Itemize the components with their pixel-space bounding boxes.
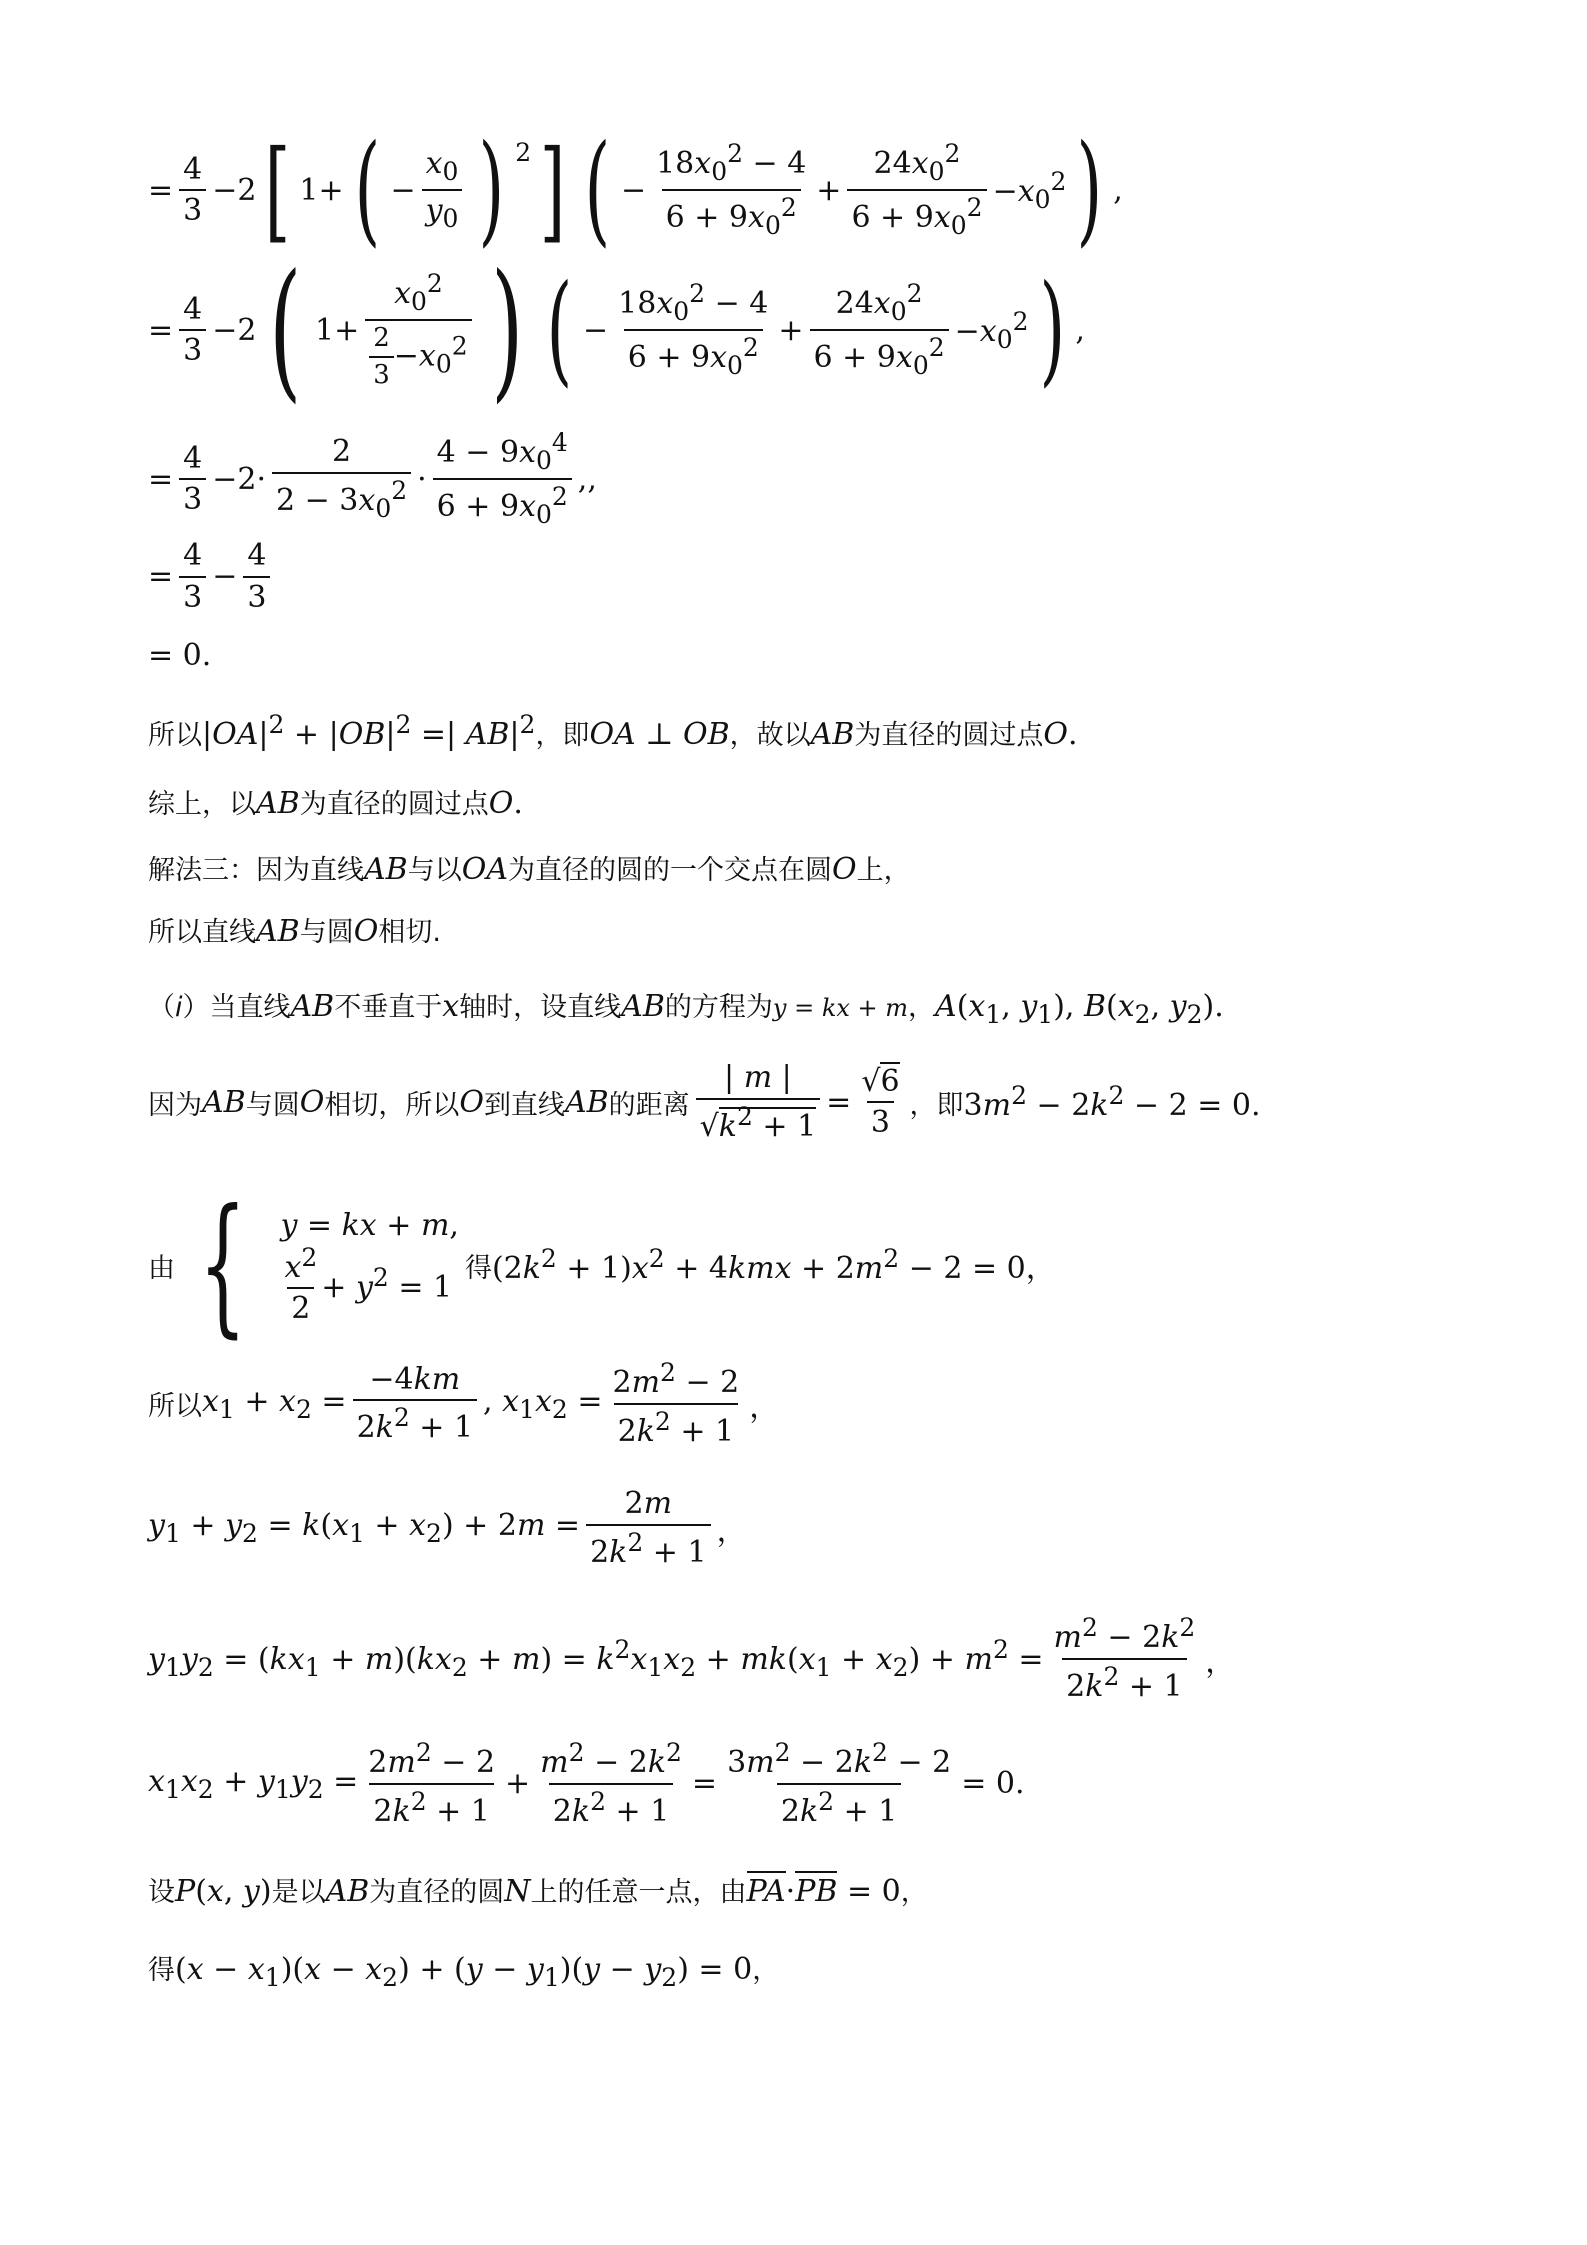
equation-line-4: = $\frac{4}{3}$ − $\frac{4}{3}$ — [148, 540, 276, 613]
equation-line-3: = $\frac{4}{3}$ −2· $\frac{2}{2 - 3x_0^2}$ · $\frac{4 - 9x_0^4}{6 + 9x_0^2}$ ,, — [148, 428, 597, 530]
equation-line-13: 所以 $x_1 + x_2$ = $\frac{-4km}{2k^2 + 1}$ , $x_1x_2$ = $\frac{2m^2 - 2}{2k^2 + 1}$ ， — [148, 1358, 780, 1449]
equation-line-2: = $\frac{4}{3}$ −2 ( 1+ $x_0^2$ $\frac{2}{3}$ $-x_0^2$ ) ( − $\frac{18x_0^2 - 4}{6 + 9x_0^2}$ + $\frac{24x_0^2}{6 + 9x_0^2}$ $-x_0^2$ ) , — [148, 243, 1085, 417]
equation-line-14: $y_1 + y_2 = k(x_1 + x_2) + 2m$ = $\frac{2m}{2k^2 + 1}$ ， — [148, 1486, 747, 1570]
text-line-9: 所以直线AB与圆O相切. — [148, 914, 441, 949]
text-line-8: 解法三：因为直线AB与以OA为直径的圆的一个交点在圆O上， — [148, 852, 911, 887]
equation-line-1: = $\frac{4}{3}$ −2 [ 1+ ( − $\frac{x_0}{y_0}$ ) $^2$ ] ( − $\frac{18x_0^2 - 4}{6 + 9x_0^2}$ + $\frac{24x_0^2}{6 + 9x_0^2}$ $-x_0^2$ ) , — [148, 120, 1123, 259]
equation-line-5: = 0. — [148, 638, 212, 673]
equation-line-15: $y_1y_2 = (kx_1 + m)(kx_2 + m) = k^2x_1x_2 + mk(x_1 + x_2) + m^2$ = $\frac{m^2 - 2k^2}{2k^2 + 1}$ ， — [148, 1613, 1236, 1704]
text-line-7: 综上，以AB为直径的圆过点O. — [148, 786, 523, 821]
text-line-10: （i）当直线AB不垂直于x轴时，设直线AB的方程为y = kx + m，$A(x_1$, $y_1$), $B(x_2$, $y_2$). — [148, 989, 1224, 1029]
text-line-11: 因为 AB 与圆 O 相切，所以 O 到直线 AB 的距离 $\frac{| m |}{√k^2 + 1}$ = $\frac{√6}{3}$ ，即 $3m^2 - 2k^2 - 2 = 0$. — [148, 1060, 1261, 1144]
text-line-6: 所以$|OA|^2 + |OB|^2$ =| $AB|^2$，即OA ⊥ OB，故以AB为直径的圆过点O. — [148, 710, 1078, 752]
you-label: 由 — [148, 1252, 175, 1284]
text-line-17: 设P(x, y)是以AB为直径的圆N上的任意一点，由PA·PB = 0， — [148, 1870, 928, 1909]
equation-line-16: $x_1x_2 + y_1y_2$ = $\frac{2m^2 - 2}{2k^2 + 1}$ + $\frac{m^2 - 2k^2}{2k^2 + 1}$ = $\frac{3m^2 - 2k^2 - 2}{2k^2 + 1}$ = 0. — [148, 1738, 1025, 1829]
equation-system: 由 { y = kx + m, $\frac{x^2}{2}$ + $y^2 = 1$ 得 $(2k^2 + 1)x^2 + 4kmx + 2m^2 - 2 = 0$， — [148, 1178, 1056, 1352]
text-line-18: 得$(x - x_1)(x - x_2) + (y - y_1)(y - y_2) = 0$， — [148, 1952, 780, 1992]
